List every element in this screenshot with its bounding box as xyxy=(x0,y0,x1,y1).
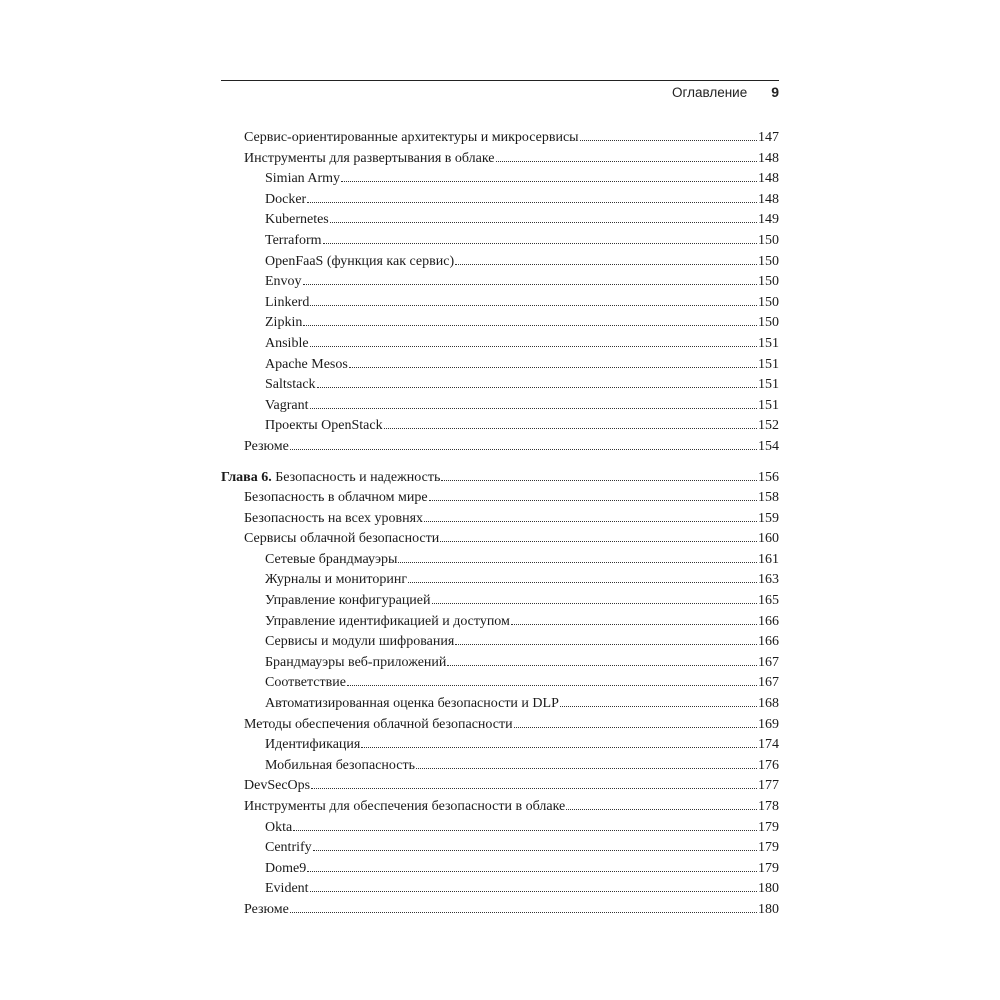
dot-leader xyxy=(307,871,757,872)
toc-entry xyxy=(221,416,779,437)
running-head-title: Оглавление xyxy=(671,85,748,100)
toc-entry-title: Evident xyxy=(265,881,309,897)
dot-leader xyxy=(290,912,757,913)
toc-entry-title: Управление идентификацией и доступом xyxy=(265,613,510,629)
toc-entry-title: Проекты OpenStack xyxy=(265,418,383,434)
toc-entry xyxy=(221,190,779,211)
dot-leader xyxy=(441,480,757,481)
toc-page-number: 147 xyxy=(758,130,779,145)
toc-page-number: 168 xyxy=(758,696,779,712)
toc-page-number: 177 xyxy=(758,778,779,794)
dot-leader xyxy=(349,367,757,368)
toc-page-number: 178 xyxy=(758,799,779,814)
dot-leader xyxy=(303,325,757,326)
toc-entry xyxy=(221,756,779,777)
toc-page-number: 180 xyxy=(758,881,779,897)
dot-leader xyxy=(455,644,757,645)
table-of-contents xyxy=(221,128,779,921)
toc-page-number: 167 xyxy=(758,654,779,670)
toc-page-number: 148 xyxy=(758,150,779,166)
toc-entry-title: Сервисы и модули шифрования xyxy=(265,634,455,650)
toc-entry xyxy=(221,355,779,376)
toc-entry xyxy=(221,653,779,674)
toc-entry xyxy=(221,509,779,530)
toc-page-number: 151 xyxy=(758,356,779,372)
toc-page-number: 150 xyxy=(758,274,779,290)
dot-leader xyxy=(303,284,757,285)
dot-leader xyxy=(317,387,757,388)
toc-entry xyxy=(221,272,779,293)
toc-page-number: 176 xyxy=(758,757,779,773)
toc-entry-title: Мобильная безопасность xyxy=(265,757,415,773)
toc-page-number: 165 xyxy=(758,593,779,609)
toc-entry-title: Сервисы облачной безопасности xyxy=(244,531,440,547)
toc-entry-title: Zipkin xyxy=(265,315,303,331)
toc-page-number: 169 xyxy=(758,716,779,732)
toc-entry-title: Docker xyxy=(265,191,307,207)
toc-entry xyxy=(221,396,779,417)
toc-entry xyxy=(221,293,779,314)
toc-entry xyxy=(221,231,779,252)
toc-page-number: 167 xyxy=(758,675,779,691)
dot-leader xyxy=(447,665,757,666)
toc-page-number: 166 xyxy=(758,613,779,629)
dot-leader xyxy=(310,408,757,409)
toc-entry xyxy=(221,694,779,715)
dot-leader xyxy=(310,891,757,892)
dot-leader xyxy=(307,202,757,203)
dot-leader xyxy=(398,562,757,563)
toc-page-number: 160 xyxy=(758,531,779,547)
toc-entry xyxy=(221,488,779,509)
toc-entry-title: Apache Mesos xyxy=(265,356,348,372)
header-rule xyxy=(221,80,779,81)
toc-chapter-entry xyxy=(221,468,779,489)
toc-entry xyxy=(221,838,779,859)
toc-entry-title: Ansible xyxy=(265,335,309,351)
toc-entry-title: Безопасность в облачном мире xyxy=(244,490,428,506)
toc-page-number: 161 xyxy=(758,551,779,567)
toc-entry-title: Методы обеспечения облачной безопасности xyxy=(244,716,513,732)
toc-entry xyxy=(221,797,779,818)
toc-entry-title: Управление конфигурацией xyxy=(265,593,431,609)
dot-leader xyxy=(361,747,757,748)
toc-entry xyxy=(221,632,779,653)
toc-entry-title: Linkerd xyxy=(265,294,310,310)
dot-leader xyxy=(496,161,757,162)
dot-leader xyxy=(384,428,757,429)
toc-page-number: 163 xyxy=(758,572,779,588)
toc-entry-title: Инструменты для развертывания в облаке xyxy=(244,150,495,166)
dot-leader xyxy=(323,243,757,244)
toc-entry-title: Centrify xyxy=(265,840,312,856)
dot-leader xyxy=(311,788,757,789)
toc-entry xyxy=(221,375,779,396)
toc-page-number: 179 xyxy=(758,840,779,856)
toc-page-number: 151 xyxy=(758,377,779,393)
toc-page-number: 150 xyxy=(758,253,779,269)
dot-leader xyxy=(347,685,757,686)
toc-page-number: 179 xyxy=(758,819,779,835)
toc-entry xyxy=(221,879,779,900)
toc-entry-title: Автоматизированная оценка безопасности и DLP xyxy=(265,696,559,712)
dot-leader xyxy=(429,500,757,501)
page-number: 9 xyxy=(771,84,779,100)
dot-leader xyxy=(560,706,757,707)
dot-leader xyxy=(313,850,757,851)
toc-entry xyxy=(221,437,779,458)
running-head xyxy=(560,84,779,104)
dot-leader xyxy=(408,582,757,583)
toc-entry xyxy=(221,776,779,797)
toc-entry-title: DevSecOps xyxy=(244,778,311,794)
dot-leader xyxy=(310,346,757,347)
toc-entry-title: Сервис-ориентированные архитектуры и микросервисы xyxy=(244,130,579,145)
toc-entry xyxy=(221,570,779,591)
toc-entry xyxy=(221,735,779,756)
toc-page-number: 151 xyxy=(758,397,779,413)
toc-entry-title xyxy=(221,468,440,489)
toc-entry xyxy=(221,529,779,550)
toc-entry-title: Резюме xyxy=(244,438,289,454)
dot-leader xyxy=(293,830,757,831)
toc-entry-title: Envoy xyxy=(265,274,302,290)
dot-leader xyxy=(514,727,757,728)
toc-entry-title: Okta xyxy=(265,819,293,835)
chapter-title: Безопасность и надежность xyxy=(275,469,441,485)
toc-page-number: 158 xyxy=(758,490,779,506)
dot-leader xyxy=(566,809,757,810)
toc-entry xyxy=(221,715,779,736)
toc-entry xyxy=(221,612,779,633)
chapter-spacer xyxy=(221,458,779,468)
toc-entry xyxy=(221,128,779,149)
toc-entry-title: Kubernetes xyxy=(265,212,329,228)
chapter-label: Глава 6. xyxy=(221,469,272,485)
toc-page-number: 174 xyxy=(758,737,779,753)
toc-entry-title: Сетевые брандмауэры xyxy=(265,551,398,567)
dot-leader xyxy=(330,222,757,223)
toc-entry-title: Безопасность на всех уровнях xyxy=(244,510,424,526)
toc-page-number: 149 xyxy=(758,212,779,228)
toc-entry-title: Vagrant xyxy=(265,397,309,413)
toc-page-number: 148 xyxy=(758,171,779,187)
dot-leader xyxy=(440,541,757,542)
toc-entry xyxy=(221,900,779,921)
dot-leader xyxy=(455,264,757,265)
toc-page-number: 148 xyxy=(758,191,779,207)
toc-page-number: 150 xyxy=(758,232,779,248)
toc-entry xyxy=(221,334,779,355)
toc-entry xyxy=(221,210,779,231)
toc-page-number: 154 xyxy=(758,438,779,454)
toc-page-number: 151 xyxy=(758,335,779,351)
toc-page-number: 180 xyxy=(758,901,779,917)
toc-entry-title: Terraform xyxy=(265,232,322,248)
dot-leader xyxy=(432,603,757,604)
dot-leader xyxy=(416,768,757,769)
toc-page-number: 166 xyxy=(758,634,779,650)
dot-leader xyxy=(424,521,757,522)
toc-entry xyxy=(221,550,779,571)
toc-entry-title: Журналы и мониторинг xyxy=(265,572,408,588)
dot-leader xyxy=(580,140,757,141)
toc-entry xyxy=(221,313,779,334)
toc-entry-title: Dome9 xyxy=(265,860,307,876)
dot-leader xyxy=(511,624,757,625)
toc-entry xyxy=(221,149,779,170)
toc-entry-title: Simian Army xyxy=(265,171,341,187)
toc-entry-title: Инструменты для обеспечения безопасности в облаке xyxy=(244,799,566,814)
toc-page-number: 150 xyxy=(758,294,779,310)
dot-leader xyxy=(290,449,757,450)
dot-leader xyxy=(310,305,757,306)
toc-page-number: 150 xyxy=(758,315,779,331)
toc-entry-title: Брандмауэры веб-приложений xyxy=(265,654,447,670)
toc-entry-title: OpenFaaS (функция как сервис) xyxy=(265,253,455,269)
toc-entry-title: Соответствие xyxy=(265,675,346,691)
toc-entry xyxy=(221,591,779,612)
toc-entry xyxy=(221,169,779,190)
toc-entry-title: Saltstack xyxy=(265,377,316,393)
dot-leader xyxy=(341,181,757,182)
toc-entry xyxy=(221,818,779,839)
toc-page-number: 152 xyxy=(758,418,779,434)
toc-entry-title: Идентификация xyxy=(265,737,361,753)
toc-entry xyxy=(221,859,779,880)
toc-entry xyxy=(221,673,779,694)
toc-entry-title: Резюме xyxy=(244,901,289,917)
toc-page-number: 159 xyxy=(758,510,779,526)
toc-page-number: 179 xyxy=(758,860,779,876)
toc-page-number: 156 xyxy=(758,469,779,485)
toc-entry xyxy=(221,252,779,273)
